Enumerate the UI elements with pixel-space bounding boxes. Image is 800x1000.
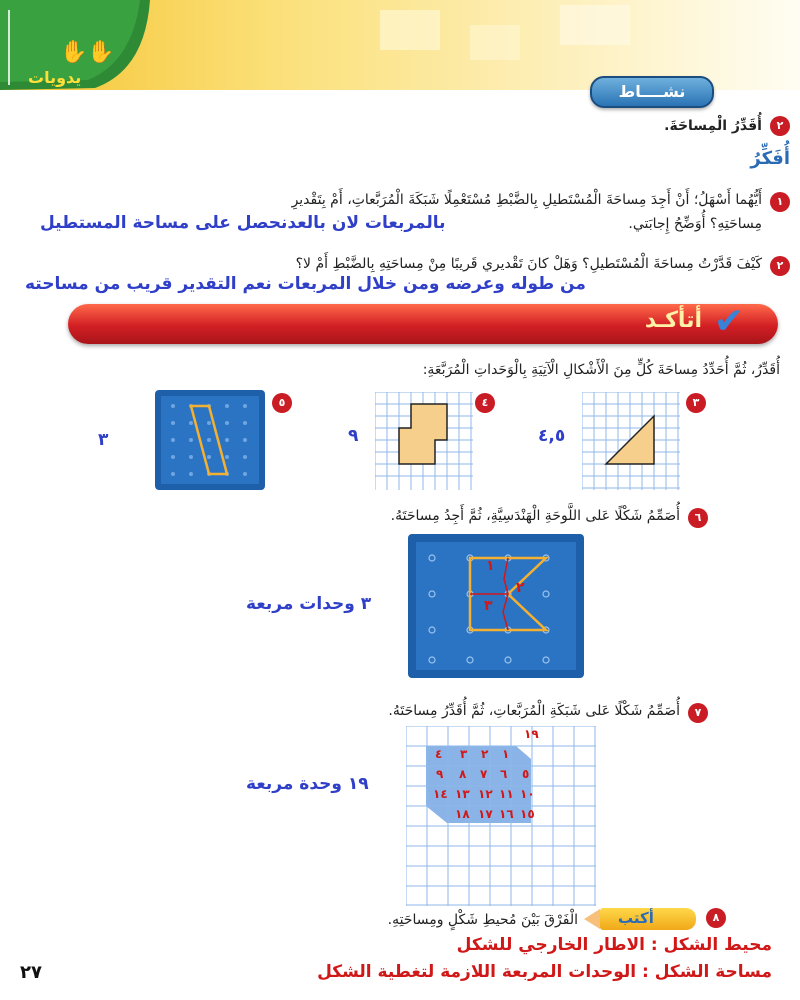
exercise-6-text: أُصَمِّمُ شَكْلًا عَلى اللَّوحَةِ الْهَنْدَسِيَّةِ، ثُمَّ أَجِدُ مِساحَتَهُ.: [390, 508, 680, 524]
exercise-number-badge: ٨: [706, 908, 726, 928]
exercise-6-geoboard: [408, 534, 584, 678]
grid-count: ١٦: [499, 807, 514, 821]
hands-icon: ✋✋: [60, 40, 115, 65]
confirm-title: أتأكـد: [644, 308, 702, 333]
grid-count: ١: [502, 747, 510, 761]
grid-count: ٨: [459, 767, 467, 781]
exercise-3-grid-triangle: [582, 392, 680, 490]
geoboard-mark-2: ٢: [516, 580, 525, 596]
write-answer-2: مساحة الشكل : الوحدات المربعة اللازمة لتغطية الشكل: [317, 962, 772, 982]
grid-count: ١٠: [520, 787, 535, 801]
page-number: ٢٧: [20, 962, 42, 983]
exercise-7-text: أُصَمِّمُ شَكْلًا عَلى شَبَكَةِ الْمُرَبَّعاتِ، ثُمَّ أُقَدِّرُ مِساحَتَهُ.: [388, 703, 680, 719]
exercise-7-answer: ١٩ وحدة مربعة: [246, 774, 369, 794]
grid-count: ١١: [499, 787, 514, 801]
exercise-4-answer: ٩: [348, 426, 359, 446]
write-answer-1: محيط الشكل : الاطار الخارجي للشكل: [456, 935, 772, 955]
question-1-line-2: مِساحَتِهِ؟ أُوَضِّحُ إِجابَتي.: [628, 216, 762, 232]
exercise-number-badge: ٦: [688, 508, 708, 528]
geoboard-mark-1: ١: [486, 558, 495, 574]
exercise-number-badge: ٧: [688, 703, 708, 723]
grid-count: ٣: [460, 747, 468, 761]
geoboard-mark-3: ٣: [484, 598, 493, 614]
grid-count: ١٩: [524, 727, 539, 741]
grid-count: ٢: [481, 747, 489, 761]
grid-count: ١٢: [478, 787, 493, 801]
exercise-5-geoboard: [155, 390, 265, 490]
pencil-icon: [584, 909, 600, 929]
confirm-instruction: أُقَدِّرُ، ثُمَّ أُحَدِّدُ مِساحَةَ كُلٍّ مِنَ الْأَشْكالِ الْآتِيَةِ بِالْوَحَداتِ الْمُرَبَّعَةِ:: [422, 362, 780, 378]
exercise-5-answer: ٣: [98, 430, 109, 450]
grid-count: ١٣: [455, 787, 470, 801]
question-1-line-1: أَيُّهُما أَسْهَلُ؛ أَنْ أَجِدَ مِساحَةَ الْمُسْتَطيلِ بِالضَّبْطِ مُسْتَعْمِلًا شَبَكَةَ الْمُرَبَّعاتِ، أَمْ بِتَقْديرِ: [291, 192, 762, 208]
activity-title: نشــــاط: [618, 82, 686, 101]
exercise-3-answer: ٤,٥: [538, 426, 566, 446]
exercise-8-text: الْفَرْقَ بَيْنَ مُحيطِ شَكْلٍ ومِساحَتِهِ.: [387, 912, 578, 928]
exercise-6-answer: ٣ وحدات مربعة: [246, 594, 372, 614]
question-number-badge: ٢: [770, 256, 790, 276]
question-2-answer: من طوله وعرضه ومن خلال المربعات نعم التقدير قريب من مساحته: [25, 274, 586, 294]
exercise-number-badge: ٤: [475, 393, 495, 413]
corner-label: يدويات: [28, 68, 82, 87]
write-label: أكتب: [618, 909, 654, 927]
item-number-badge: ٢: [770, 116, 790, 136]
question-2-text: كَيْفَ قَدَّرْتُ مِساحَةَ الْمُسْتَطيلِ؟ وَهَلْ كانَ تَقْديري قَريبًا مِنْ مِساحَتِهِ بِالضَّبْطِ أَمْ لا؟: [295, 256, 762, 272]
exercise-number-badge: ٥: [272, 393, 292, 413]
grid-count: ١٨: [455, 807, 470, 821]
think-title: أُفَكِّرُ: [750, 148, 790, 169]
activity-title-pill: [590, 76, 714, 108]
grid-count: ١٧: [478, 807, 493, 821]
grid-count: ١٥: [520, 807, 535, 821]
activity-item-text: أُقَدِّرُ الْمِساحَةَ.: [664, 118, 762, 134]
question-number-badge: ١: [770, 192, 790, 212]
question-1-answer: بالمربعات لان بالعدنحصل على مساحة المستطيل: [40, 213, 446, 233]
grid-count: ٩: [436, 767, 444, 781]
exercise-number-badge: ٣: [686, 393, 706, 413]
grid-count: ٦: [500, 767, 508, 781]
checkmark-icon: ✔: [713, 301, 744, 342]
grid-count: ٧: [480, 767, 488, 781]
grid-count: ٤: [435, 747, 443, 761]
grid-count: ٥: [522, 767, 530, 781]
exercise-4-grid-shape: [375, 392, 473, 490]
grid-count: ١٤: [433, 787, 448, 801]
